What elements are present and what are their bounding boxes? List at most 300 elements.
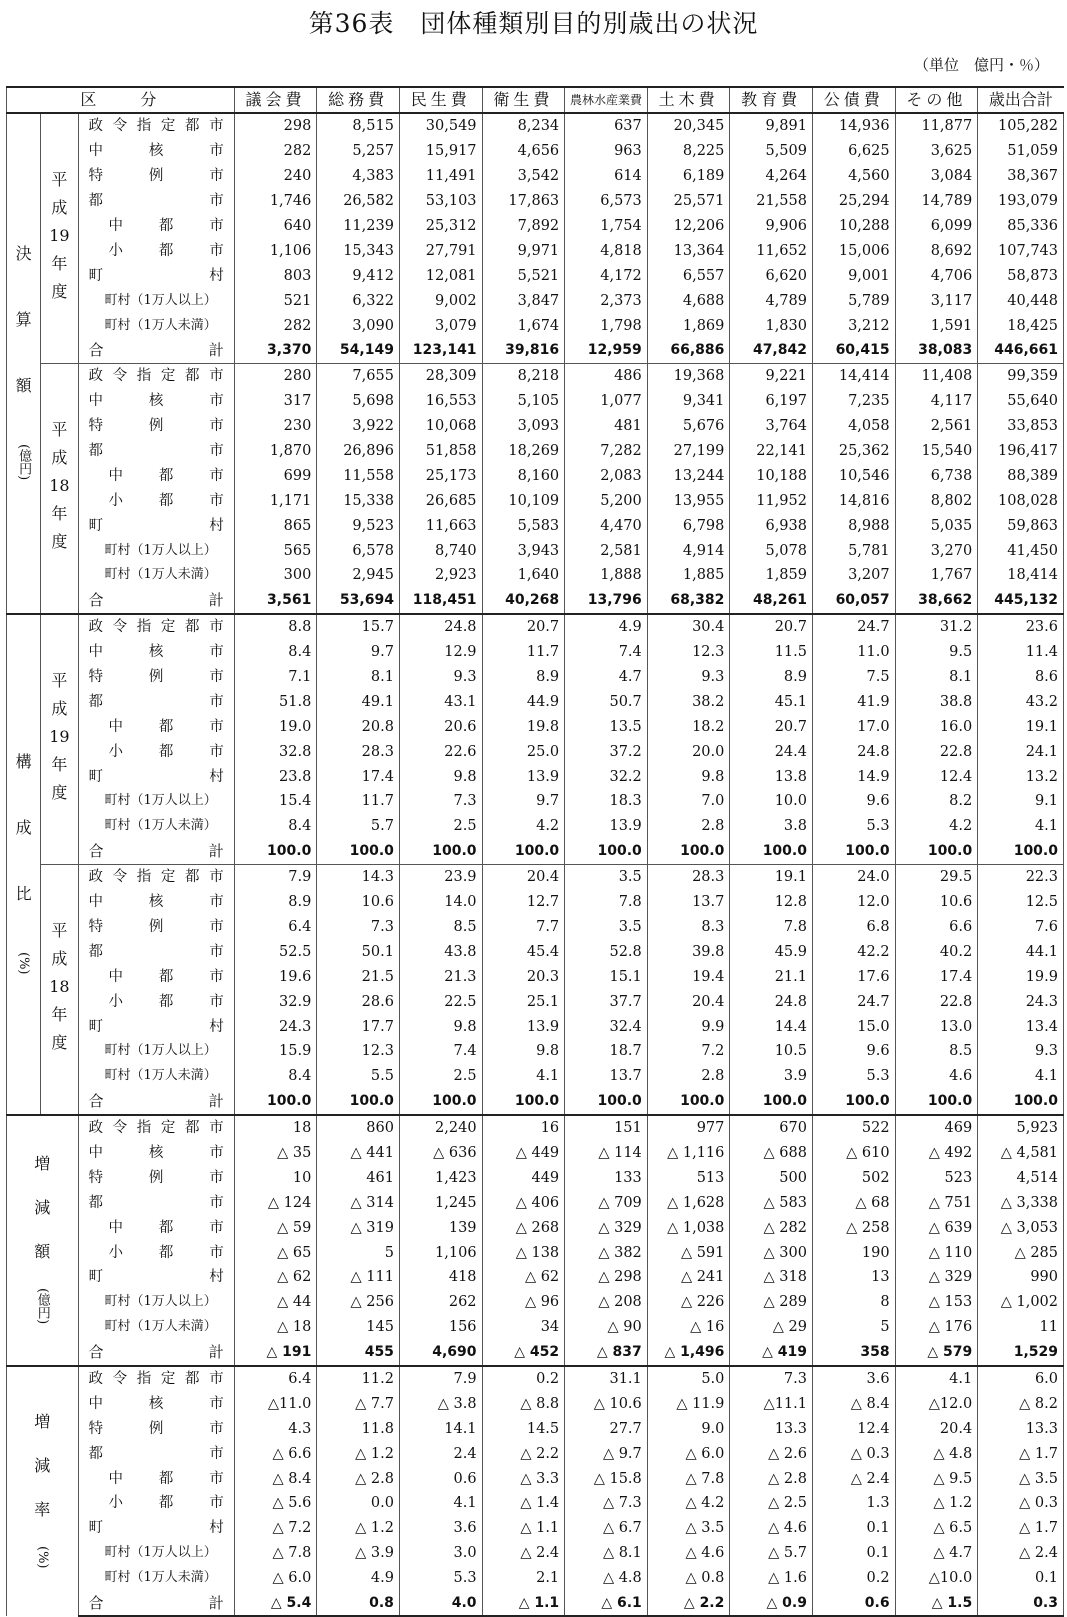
row-label: 都 市 <box>78 189 234 214</box>
value-cell: 7.3 <box>730 1366 813 1392</box>
value-cell: 15,338 <box>317 488 400 513</box>
value-cell: 100.0 <box>895 1089 978 1115</box>
row-label: 町 村 <box>78 1516 234 1541</box>
value-cell: 5,257 <box>317 139 400 164</box>
value-cell: 31.1 <box>565 1366 648 1392</box>
value-cell: 2,923 <box>399 563 482 588</box>
value-cell: △ 329 <box>895 1265 978 1290</box>
value-cell: 21,558 <box>730 189 813 214</box>
table-row <box>7 1064 1064 1089</box>
value-cell: 3,212 <box>812 313 895 338</box>
value-cell: 15,343 <box>317 238 400 263</box>
table-row <box>7 915 1064 940</box>
value-cell: 18.3 <box>565 789 648 814</box>
value-cell: 40,268 <box>482 588 565 614</box>
value-cell: △ 4.8 <box>565 1566 648 1591</box>
value-cell: 27,791 <box>399 238 482 263</box>
value-cell: 4,172 <box>565 263 648 288</box>
row-label: 町 村 <box>78 1014 234 1039</box>
total-row <box>7 338 1064 363</box>
value-cell: 2.5 <box>399 814 482 839</box>
value-cell: △ 4.6 <box>647 1541 730 1566</box>
value-cell: 5,105 <box>482 389 565 414</box>
header-col: 衛生費 <box>482 87 565 113</box>
value-cell: 28,309 <box>399 363 482 388</box>
value-cell: 88,389 <box>978 463 1064 488</box>
value-cell: 100.0 <box>978 839 1064 864</box>
row-label: 中 核 市 <box>78 1391 234 1416</box>
value-cell: 27.7 <box>565 1416 648 1441</box>
year-label-text: 平 成 18 年 度 <box>49 921 70 1053</box>
value-cell: △ 1.7 <box>978 1441 1064 1466</box>
table-row <box>7 189 1064 214</box>
value-cell: △ 258 <box>812 1215 895 1240</box>
section-label-text: 増 減 額 (億円) <box>34 1154 51 1325</box>
value-cell: 12.3 <box>647 640 730 665</box>
value-cell: 50.7 <box>565 689 648 714</box>
value-cell: 4,656 <box>482 139 565 164</box>
row-label: 中 都 市 <box>78 214 234 239</box>
value-cell: 23.6 <box>978 614 1064 640</box>
value-cell: 4.1 <box>978 1064 1064 1089</box>
value-cell: 6,573 <box>565 189 648 214</box>
value-cell: △ 0.9 <box>730 1591 813 1617</box>
value-cell: 20.4 <box>895 1416 978 1441</box>
value-cell: 17.4 <box>895 964 978 989</box>
value-cell: 8,740 <box>399 538 482 563</box>
row-label: 中 核 市 <box>78 890 234 915</box>
table-row <box>7 739 1064 764</box>
value-cell: 20,345 <box>647 113 730 139</box>
value-cell: 7.5 <box>812 665 895 690</box>
page-title: 第36表 団体種類別目的別歳出の状況 <box>308 9 759 38</box>
value-cell: 1,885 <box>647 563 730 588</box>
value-cell: 6,322 <box>317 288 400 313</box>
year-label <box>41 864 78 1114</box>
value-cell: 19.0 <box>234 714 317 739</box>
value-cell: 8.9 <box>234 890 317 915</box>
value-cell: 8.3 <box>647 915 730 940</box>
value-cell: 11.7 <box>317 789 400 814</box>
value-cell: 13,955 <box>647 488 730 513</box>
value-cell: 5,676 <box>647 414 730 439</box>
value-cell: 1,859 <box>730 563 813 588</box>
value-cell: 8 <box>812 1290 895 1315</box>
value-cell: △ 591 <box>647 1240 730 1265</box>
value-cell: 108,028 <box>978 488 1064 513</box>
value-cell: 9.8 <box>647 764 730 789</box>
value-cell: 860 <box>317 1115 400 1141</box>
value-cell: 3,561 <box>234 588 317 614</box>
value-cell: 28.3 <box>317 739 400 764</box>
value-cell: 637 <box>565 113 648 139</box>
value-cell: 300 <box>234 563 317 588</box>
table-row <box>7 1240 1064 1265</box>
value-cell: 66,886 <box>647 338 730 363</box>
value-cell: 38.2 <box>647 689 730 714</box>
value-cell: 1,591 <box>895 313 978 338</box>
value-cell: △ 298 <box>565 1265 648 1290</box>
value-cell: 9,221 <box>730 363 813 388</box>
value-cell: 100.0 <box>730 839 813 864</box>
value-cell: 30,549 <box>399 113 482 139</box>
value-cell: 5,698 <box>317 389 400 414</box>
total-row <box>7 588 1064 614</box>
value-cell: 10 <box>234 1165 317 1190</box>
value-cell: 100.0 <box>730 1089 813 1115</box>
value-cell: △ 579 <box>895 1340 978 1366</box>
table-row <box>7 689 1064 714</box>
value-cell: 100.0 <box>812 839 895 864</box>
value-cell: 6.4 <box>234 915 317 940</box>
value-cell: 1,746 <box>234 189 317 214</box>
value-cell: △ 1,116 <box>647 1141 730 1166</box>
value-cell: 1,171 <box>234 488 317 513</box>
value-cell: 977 <box>647 1115 730 1141</box>
value-cell: 10,109 <box>482 488 565 513</box>
value-cell: △ 1.2 <box>317 1441 400 1466</box>
value-cell: 7.1 <box>234 665 317 690</box>
table-row <box>7 488 1064 513</box>
value-cell: 100.0 <box>565 839 648 864</box>
value-cell: 25,312 <box>399 214 482 239</box>
row-label: 町村（1万人以上） <box>78 538 234 563</box>
value-cell: 445,132 <box>978 588 1064 614</box>
value-cell: 4.6 <box>895 1064 978 1089</box>
value-cell: 9.9 <box>647 1014 730 1039</box>
value-cell: △ 6.5 <box>895 1516 978 1541</box>
value-cell: 11,558 <box>317 463 400 488</box>
value-cell: 19.4 <box>647 964 730 989</box>
total-row <box>7 839 1064 864</box>
value-cell: 10,546 <box>812 463 895 488</box>
value-cell: 521 <box>234 288 317 313</box>
value-cell: 699 <box>234 463 317 488</box>
table-row <box>7 1290 1064 1315</box>
value-cell: 3,847 <box>482 288 565 313</box>
value-cell: 32.8 <box>234 739 317 764</box>
value-cell: 5,923 <box>978 1115 1064 1141</box>
value-cell: 317 <box>234 389 317 414</box>
value-cell: 8,225 <box>647 139 730 164</box>
value-cell: 18,425 <box>978 313 1064 338</box>
value-cell: 12.4 <box>812 1416 895 1441</box>
value-cell: 17.6 <box>812 964 895 989</box>
value-cell: 11.5 <box>730 640 813 665</box>
value-cell: 43.1 <box>399 689 482 714</box>
value-cell: 26,685 <box>399 488 482 513</box>
value-cell: 513 <box>647 1165 730 1190</box>
value-cell: 11.2 <box>317 1366 400 1392</box>
value-cell: 446,661 <box>978 338 1064 363</box>
value-cell: △ 2.5 <box>730 1491 813 1516</box>
value-cell: △ 110 <box>895 1240 978 1265</box>
value-cell: 1,640 <box>482 563 565 588</box>
value-cell: 47,842 <box>730 338 813 363</box>
value-cell: 0.0 <box>317 1491 400 1516</box>
row-label: 政 令 指 定 都 市 <box>78 1366 234 1392</box>
row-label: 政 令 指 定 都 市 <box>78 1115 234 1141</box>
value-cell: 12.9 <box>399 640 482 665</box>
value-cell: △ 0.8 <box>647 1566 730 1591</box>
value-cell: 13.4 <box>978 1014 1064 1039</box>
value-cell: 2.4 <box>399 1441 482 1466</box>
value-cell: 52.8 <box>565 939 648 964</box>
value-cell: 4.9 <box>565 614 648 640</box>
value-cell: 358 <box>812 1340 895 1366</box>
value-cell: △ 6.1 <box>565 1591 648 1617</box>
value-cell: 38,367 <box>978 164 1064 189</box>
value-cell: 4,058 <box>812 414 895 439</box>
value-cell: △12.0 <box>895 1391 978 1416</box>
value-cell: △ 208 <box>565 1290 648 1315</box>
value-cell: 8.1 <box>895 665 978 690</box>
row-label: 町村（1万人未満） <box>78 814 234 839</box>
value-cell: 9,906 <box>730 214 813 239</box>
value-cell: △ 492 <box>895 1141 978 1166</box>
value-cell: 19.9 <box>978 964 1064 989</box>
year-label-text: 平 成 19 年 度 <box>49 671 70 803</box>
value-cell: 20.0 <box>647 739 730 764</box>
row-label: 合 計 <box>78 839 234 864</box>
value-cell: 10.6 <box>317 890 400 915</box>
value-cell: 2,083 <box>565 463 648 488</box>
value-cell: 461 <box>317 1165 400 1190</box>
value-cell: 13.8 <box>730 764 813 789</box>
row-label: 小 都 市 <box>78 238 234 263</box>
value-cell: △ 62 <box>482 1265 565 1290</box>
value-cell: △ 138 <box>482 1240 565 1265</box>
value-cell: 39.8 <box>647 939 730 964</box>
value-cell: △ 419 <box>730 1340 813 1366</box>
value-cell: △ 636 <box>399 1141 482 1166</box>
value-cell: 9.3 <box>399 665 482 690</box>
section-label <box>7 1115 79 1366</box>
value-cell: 7.3 <box>399 789 482 814</box>
table-header <box>7 87 1064 113</box>
row-label: 中 核 市 <box>78 139 234 164</box>
value-cell: 54,149 <box>317 338 400 363</box>
table-row <box>7 1416 1064 1441</box>
value-cell: △ 2.4 <box>482 1541 565 1566</box>
value-cell: 25,571 <box>647 189 730 214</box>
value-cell: 9.7 <box>317 640 400 665</box>
value-cell: △ 6.0 <box>647 1441 730 1466</box>
table-row <box>7 614 1064 640</box>
value-cell: 16 <box>482 1115 565 1141</box>
value-cell: △ 191 <box>234 1340 317 1366</box>
value-cell: 12,206 <box>647 214 730 239</box>
row-label: 町村（1万人以上） <box>78 1290 234 1315</box>
value-cell: △ 10.6 <box>565 1391 648 1416</box>
header-col: 民生費 <box>399 87 482 113</box>
value-cell: 2.1 <box>482 1566 565 1591</box>
value-cell: 13.3 <box>730 1416 813 1441</box>
value-cell: 7,235 <box>812 389 895 414</box>
value-cell: 15.9 <box>234 1039 317 1064</box>
value-cell: 25,362 <box>812 439 895 464</box>
table-row <box>7 538 1064 563</box>
value-cell: 18,269 <box>482 439 565 464</box>
row-label: 都 市 <box>78 939 234 964</box>
value-cell: 39,816 <box>482 338 565 363</box>
value-cell: 15.1 <box>565 964 648 989</box>
value-cell: 100.0 <box>482 839 565 864</box>
value-cell: △ 1.7 <box>978 1516 1064 1541</box>
section-label-text: 増 減 率 (%) <box>34 1412 51 1569</box>
value-cell: 151 <box>565 1115 648 1141</box>
value-cell: 11,952 <box>730 488 813 513</box>
row-label: 町村（1万人以上） <box>78 789 234 814</box>
value-cell: 25,173 <box>399 463 482 488</box>
value-cell: 9.6 <box>812 789 895 814</box>
value-cell: 1,798 <box>565 313 648 338</box>
value-cell: 6.8 <box>812 915 895 940</box>
value-cell: 3,270 <box>895 538 978 563</box>
row-label: 都 市 <box>78 689 234 714</box>
value-cell: △ 268 <box>482 1215 565 1240</box>
value-cell: 49.1 <box>317 689 400 714</box>
value-cell: △ 11.9 <box>647 1391 730 1416</box>
value-cell: 100.0 <box>399 1089 482 1115</box>
value-cell: 58,873 <box>978 263 1064 288</box>
value-cell: 230 <box>234 414 317 439</box>
value-cell: 40.2 <box>895 939 978 964</box>
value-cell: 8.9 <box>730 665 813 690</box>
value-cell: 15.4 <box>234 789 317 814</box>
value-cell: 22.6 <box>399 739 482 764</box>
section-label <box>7 113 41 614</box>
value-cell: △ 18 <box>234 1315 317 1340</box>
value-cell: 100.0 <box>895 839 978 864</box>
value-cell: 9,412 <box>317 263 400 288</box>
value-cell: 13.7 <box>565 1064 648 1089</box>
value-cell: △ 7.8 <box>234 1541 317 1566</box>
value-cell: 22.8 <box>895 989 978 1014</box>
value-cell: 28.3 <box>647 864 730 889</box>
value-cell: 1,106 <box>234 238 317 263</box>
value-cell: 9.6 <box>812 1039 895 1064</box>
value-cell: △ 3,338 <box>978 1190 1064 1215</box>
value-cell: 100.0 <box>234 839 317 864</box>
value-cell: 5.3 <box>812 1064 895 1089</box>
value-cell: 51,059 <box>978 139 1064 164</box>
table-row <box>7 764 1064 789</box>
value-cell: 6,557 <box>647 263 730 288</box>
value-cell: 33,853 <box>978 414 1064 439</box>
row-label: 中 都 市 <box>78 714 234 739</box>
value-cell: △ 8.8 <box>482 1391 565 1416</box>
row-label: 中 都 市 <box>78 1215 234 1240</box>
table-row <box>7 714 1064 739</box>
table-row <box>7 113 1064 139</box>
value-cell: 4,789 <box>730 288 813 313</box>
value-cell: 107,743 <box>978 238 1064 263</box>
table-row <box>7 563 1064 588</box>
value-cell: 5.3 <box>399 1566 482 1591</box>
value-cell: 11,663 <box>399 513 482 538</box>
value-cell: 9,002 <box>399 288 482 313</box>
value-cell: 8.2 <box>895 789 978 814</box>
header-col: 総務費 <box>317 87 400 113</box>
value-cell: 9.8 <box>399 764 482 789</box>
value-cell: △ 29 <box>730 1315 813 1340</box>
value-cell: 5,521 <box>482 263 565 288</box>
table-row <box>7 964 1064 989</box>
value-cell: 19.1 <box>978 714 1064 739</box>
table-row <box>7 439 1064 464</box>
table-row <box>7 139 1064 164</box>
table-row <box>7 1566 1064 1591</box>
value-cell: △11.1 <box>730 1391 813 1416</box>
value-cell: 26,582 <box>317 189 400 214</box>
value-cell: 565 <box>234 538 317 563</box>
value-cell: 481 <box>565 414 648 439</box>
value-cell: 3,370 <box>234 338 317 363</box>
value-cell: 9,971 <box>482 238 565 263</box>
table-row <box>7 1516 1064 1541</box>
value-cell: 13.3 <box>978 1416 1064 1441</box>
value-cell: 0.1 <box>812 1516 895 1541</box>
value-cell: 21.5 <box>317 964 400 989</box>
table-row <box>7 313 1064 338</box>
value-cell: 27,199 <box>647 439 730 464</box>
value-cell: 17.0 <box>812 714 895 739</box>
value-cell: 20.7 <box>730 714 813 739</box>
value-cell: △ 452 <box>482 1340 565 1366</box>
value-cell: 7.4 <box>399 1039 482 1064</box>
value-cell: 7.4 <box>565 640 648 665</box>
value-cell: 118,451 <box>399 588 482 614</box>
value-cell: △ 688 <box>730 1141 813 1166</box>
value-cell: 100.0 <box>317 1089 400 1115</box>
value-cell: 7.0 <box>647 789 730 814</box>
value-cell: 9.8 <box>399 1014 482 1039</box>
value-cell: △ 3.5 <box>647 1516 730 1541</box>
row-label: 特 例 市 <box>78 414 234 439</box>
value-cell: 4,117 <box>895 389 978 414</box>
value-cell: 100.0 <box>565 1089 648 1115</box>
value-cell: 23.9 <box>399 864 482 889</box>
table-row <box>7 1115 1064 1141</box>
expenditure-table <box>6 86 1064 1617</box>
value-cell: 6.4 <box>234 1366 317 1392</box>
value-cell: 13,364 <box>647 238 730 263</box>
value-cell: 14,789 <box>895 189 978 214</box>
value-cell: 4,818 <box>565 238 648 263</box>
row-label: 特 例 市 <box>78 1165 234 1190</box>
value-cell: 29.5 <box>895 864 978 889</box>
value-cell: 45.1 <box>730 689 813 714</box>
value-cell: 50.1 <box>317 939 400 964</box>
value-cell: 0.1 <box>812 1541 895 1566</box>
value-cell: 12.0 <box>812 890 895 915</box>
value-cell: 4.2 <box>895 814 978 839</box>
value-cell: △ 1,628 <box>647 1190 730 1215</box>
value-cell: 8.5 <box>399 915 482 940</box>
value-cell: 55,640 <box>978 389 1064 414</box>
value-cell: △ 111 <box>317 1265 400 1290</box>
value-cell: 32.4 <box>565 1014 648 1039</box>
value-cell: 6.0 <box>978 1366 1064 1392</box>
value-cell: 20.8 <box>317 714 400 739</box>
value-cell: 14,816 <box>812 488 895 513</box>
value-cell: 2.5 <box>399 1064 482 1089</box>
value-cell: △ 2.8 <box>730 1466 813 1491</box>
value-cell: △ 6.7 <box>565 1516 648 1541</box>
value-cell: 11 <box>978 1315 1064 1340</box>
value-cell: 145 <box>317 1315 400 1340</box>
